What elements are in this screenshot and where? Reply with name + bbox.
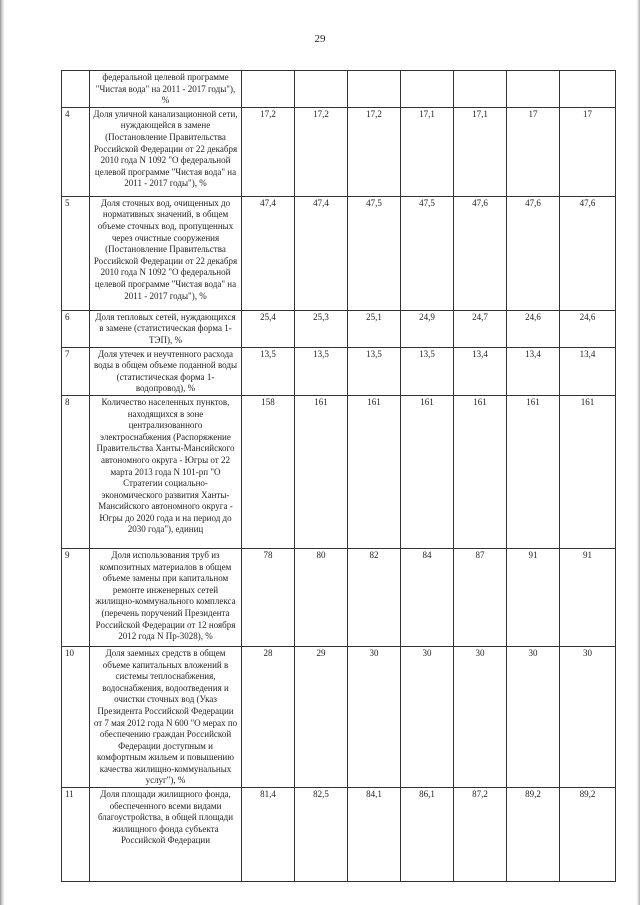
value-cell-year-5: 161 (454, 395, 507, 548)
value-cell-year-3: 13,5 (348, 347, 401, 395)
value-cell-year-6: 17 (507, 107, 560, 196)
value-cell-year-5: 87 (454, 548, 507, 646)
table-row (62, 646, 616, 787)
value-cell-year-3 (348, 71, 401, 108)
value-cell-year-5: 24,7 (454, 310, 507, 347)
value-cell-year-3: 25,1 (348, 310, 401, 347)
value-cell-year-5: 87,2 (454, 788, 507, 882)
value-cell-year-6: 24,6 (507, 310, 560, 347)
value-cell-year-7: 91 (560, 548, 616, 646)
table-row (62, 548, 616, 646)
row-number (62, 71, 90, 108)
indicator-name: Доля уличной канализационной сети, нуждающейся в замене (Постановление Правительства Российской Федерации от 22 декабря 2010 года N 1092 "О федеральной целевой программе "Чистая вода" на 2011 - 2017 годы"), % (90, 107, 242, 196)
value-cell-year-6: 161 (507, 395, 560, 548)
indicator-name: Доля сточных вод, очищенных до нормативных значений, в общем объеме сточных вод, пропущенных через очистные сооружения (Постановление Правительства Российской Федерации от 22 декабря 2010 года N 1092 "О федеральной целевой программе "Чистая вода" на 2011 - 2017 годы"), % (90, 196, 242, 310)
value-cell-year-1: 13,5 (242, 347, 295, 395)
indicator-name: Количество населенных пунктов, находящихся в зоне централизованного электроснабжения (Распоряжение Правительства Ханты-Мансийского автономного округа - Югры от 22 марта 2013 года N 101-рп "О Стратегии социально-экономического развития Ханты-Мансийского автономного округа - Югры до 2020 года и на период до 2030 года"), единиц (90, 395, 242, 548)
value-cell-year-6: 30 (507, 646, 560, 787)
value-cell-year-4: 13,5 (401, 347, 454, 395)
value-cell-year-2: 80 (295, 548, 348, 646)
value-cell-year-3: 82 (348, 548, 401, 646)
value-cell-year-4: 84 (401, 548, 454, 646)
value-cell-year-1 (242, 71, 295, 108)
value-cell-year-4 (401, 71, 454, 108)
value-cell-year-4: 86,1 (401, 788, 454, 882)
value-cell-year-2: 13,5 (295, 347, 348, 395)
value-cell-year-5: 47,6 (454, 196, 507, 310)
value-cell-year-5: 30 (454, 646, 507, 787)
value-cell-year-1: 28 (242, 646, 295, 787)
indicator-name: Доля утечек и неучтенного расхода воды в общем объеме поданной воды (статистическая форма 1-водопровод), % (90, 347, 242, 395)
table-row (62, 347, 616, 395)
table-row (62, 395, 616, 548)
value-cell-year-7 (560, 71, 616, 108)
page-number: 29 (314, 33, 326, 45)
value-cell-year-3: 17,2 (348, 107, 401, 196)
row-number: 7 (62, 347, 90, 395)
value-cell-year-6: 89,2 (507, 788, 560, 882)
table-body (62, 71, 616, 882)
value-cell-year-7: 13,4 (560, 347, 616, 395)
value-cell-year-4: 17,1 (401, 107, 454, 196)
value-cell-year-7: 30 (560, 646, 616, 787)
value-cell-year-3: 84,1 (348, 788, 401, 882)
row-number: 11 (62, 788, 90, 882)
indicator-name: Доля тепловых сетей, нуждающихся в замене (статистическая форма 1-ТЭП), % (90, 310, 242, 347)
indicators-table (61, 70, 616, 882)
table-row (62, 107, 616, 196)
indicator-name: Доля использования труб из композитных материалов в общем объеме замены при капитальном ремонте инженерных сетей жилищно-коммунального комплекса (перечень поручений Президента Российской Федерации от 12 ноября 2012 года N Пр-3028), % (90, 548, 242, 646)
table-row (62, 310, 616, 347)
value-cell-year-2: 25,3 (295, 310, 348, 347)
value-cell-year-4: 24,9 (401, 310, 454, 347)
value-cell-year-6 (507, 71, 560, 108)
value-cell-year-2 (295, 71, 348, 108)
value-cell-year-5 (454, 71, 507, 108)
value-cell-year-1: 17,2 (242, 107, 295, 196)
value-cell-year-1: 47,4 (242, 196, 295, 310)
value-cell-year-1: 25,4 (242, 310, 295, 347)
value-cell-year-5: 13,4 (454, 347, 507, 395)
value-cell-year-7: 47,6 (560, 196, 616, 310)
indicator-name: Доля площади жилищного фонда, обеспеченного всеми видами благоустройства, в общей площади жилищного фонда субъекта Российской Федерации (90, 788, 242, 882)
row-number: 5 (62, 196, 90, 310)
value-cell-year-4: 30 (401, 646, 454, 787)
row-number: 10 (62, 646, 90, 787)
row-number: 9 (62, 548, 90, 646)
value-cell-year-7: 89,2 (560, 788, 616, 882)
table-row (62, 196, 616, 310)
table-row (62, 788, 616, 882)
value-cell-year-3: 47,5 (348, 196, 401, 310)
value-cell-year-4: 161 (401, 395, 454, 548)
value-cell-year-3: 161 (348, 395, 401, 548)
indicator-name: федеральной целевой программе "Чистая вода" на 2011 - 2017 годы"), % (90, 71, 242, 108)
value-cell-year-4: 47,5 (401, 196, 454, 310)
value-cell-year-6: 13,4 (507, 347, 560, 395)
value-cell-year-6: 47,6 (507, 196, 560, 310)
value-cell-year-2: 82,5 (295, 788, 348, 882)
value-cell-year-3: 30 (348, 646, 401, 787)
value-cell-year-2: 161 (295, 395, 348, 548)
value-cell-year-6: 91 (507, 548, 560, 646)
row-number: 8 (62, 395, 90, 548)
value-cell-year-1: 81,4 (242, 788, 295, 882)
value-cell-year-1: 158 (242, 395, 295, 548)
value-cell-year-2: 47,4 (295, 196, 348, 310)
value-cell-year-1: 78 (242, 548, 295, 646)
scan-edge-right (636, 0, 640, 905)
value-cell-year-2: 17,2 (295, 107, 348, 196)
row-number: 4 (62, 107, 90, 196)
row-number: 6 (62, 310, 90, 347)
value-cell-year-5: 17,1 (454, 107, 507, 196)
scan-edge-left (0, 0, 5, 905)
value-cell-year-7: 17 (560, 107, 616, 196)
value-cell-year-2: 29 (295, 646, 348, 787)
indicator-name: Доля заемных средств в общем объеме капитальных вложений в системы теплоснабжения, водоснабжения, водоотведения и очистки сточных вод (Указ Президента Российской Федерации от 7 мая 2012 года N 600 "О мерах по обеспечению граждан Российской Федерации доступным и комфортным жильем и повышению качества жилищно-коммунальных услуг"), % (90, 646, 242, 787)
value-cell-year-7: 161 (560, 395, 616, 548)
table-row (62, 71, 616, 108)
value-cell-year-7: 24,6 (560, 310, 616, 347)
